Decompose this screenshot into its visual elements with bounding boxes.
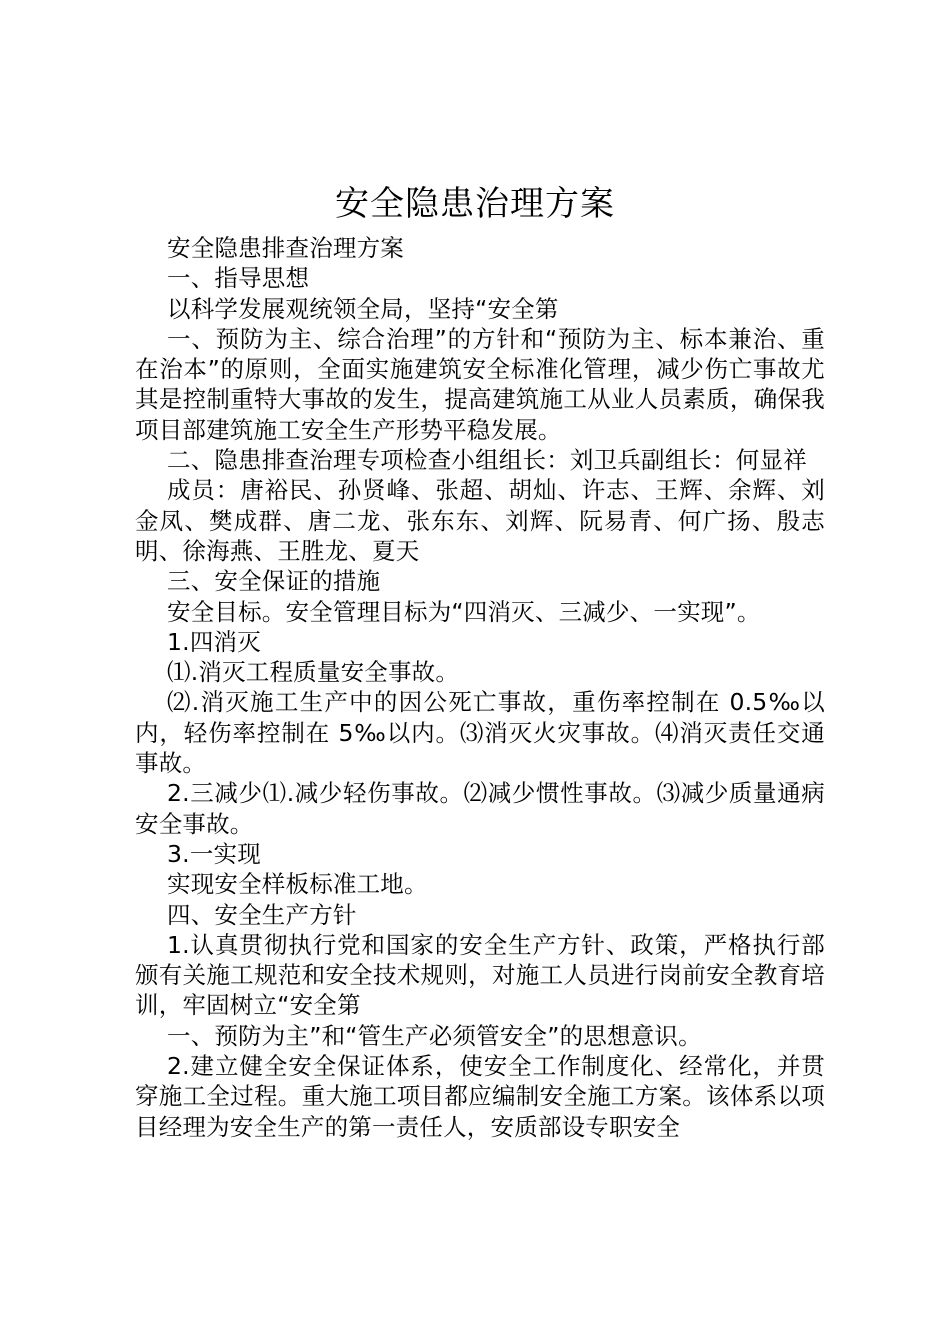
paragraph: 以科学发展观统领全局，坚持“安全第	[167, 294, 559, 323]
paragraph: 一、预防为主”和“管生产必须管安全”的思想意识。	[167, 1021, 702, 1050]
paragraph-heading-inspection-group: 二、隐患排查治理专项检查小组组长：刘卫兵副组长：何显祥	[167, 446, 807, 475]
paragraph-item: 2.三减少⑴.减少轻伤事故。⑵减少惯性事故。⑶减少质量通病安全事故。	[135, 779, 825, 838]
document-body	[135, 233, 825, 1142]
paragraph-item: 1.认真贯彻执行党和国家的安全生产方针、政策，严格执行部颁有关施工规范和安全技术规则，对施工人员进行岗前安全教育培训，牢固树立“安全第	[135, 930, 825, 1020]
paragraph-item: 3.一实现	[167, 839, 261, 868]
paragraph-item: ⑴.消灭工程质量安全事故。	[167, 658, 460, 687]
paragraph-heading-guiding-thought: 一、指导思想	[167, 264, 310, 293]
document-title: 安全隐患治理方案	[335, 184, 615, 224]
paragraph-heading-safety-measures: 三、安全保证的措施	[167, 567, 381, 596]
paragraph-item: 2.建立健全安全保证体系，使安全工作制度化、经常化，并贯穿施工全过程。重大施工项目都应编制安全施工方案。该体系以项目经理为安全生产的第一责任人，安质部设专职安全	[135, 1052, 825, 1141]
paragraph-subtitle: 安全隐患排查治理方案	[167, 234, 404, 262]
paragraph: 一、预防为主、综合治理”的方针和“预防为主、标本兼治、重在治本”的原则，全面实施建筑安全标准化管理，减少伤亡事故尤其是控制重特大事故的发生，提高建筑施工从业人员素质，确保我项目部建筑施工安全生产形势平稳发展。	[135, 324, 825, 444]
paragraph: 实现安全样板标准工地。	[167, 870, 428, 899]
paragraph-item: ⑵.消灭施工生产中的因公死亡事故，重伤率控制在 0.5‰以内，轻伤率控制在 5‰以内。⑶消灭火灾事故。⑷消灭责任交通事故。	[135, 688, 825, 778]
paragraph: 安全目标。安全管理目标为“四消灭、三减少、一实现”。	[167, 597, 761, 626]
paragraph-members: 成员：唐裕民、孙贤峰、张超、胡灿、许志、王辉、余辉、刘金凤、樊成群、唐二龙、张东东、刘辉、阮易青、何广扬、殷志明、徐海燕、王胜龙、夏天	[135, 476, 825, 565]
paragraph-item: 1.四消灭	[167, 627, 261, 656]
paragraph-heading-safety-policy: 四、安全生产方针	[167, 900, 357, 929]
